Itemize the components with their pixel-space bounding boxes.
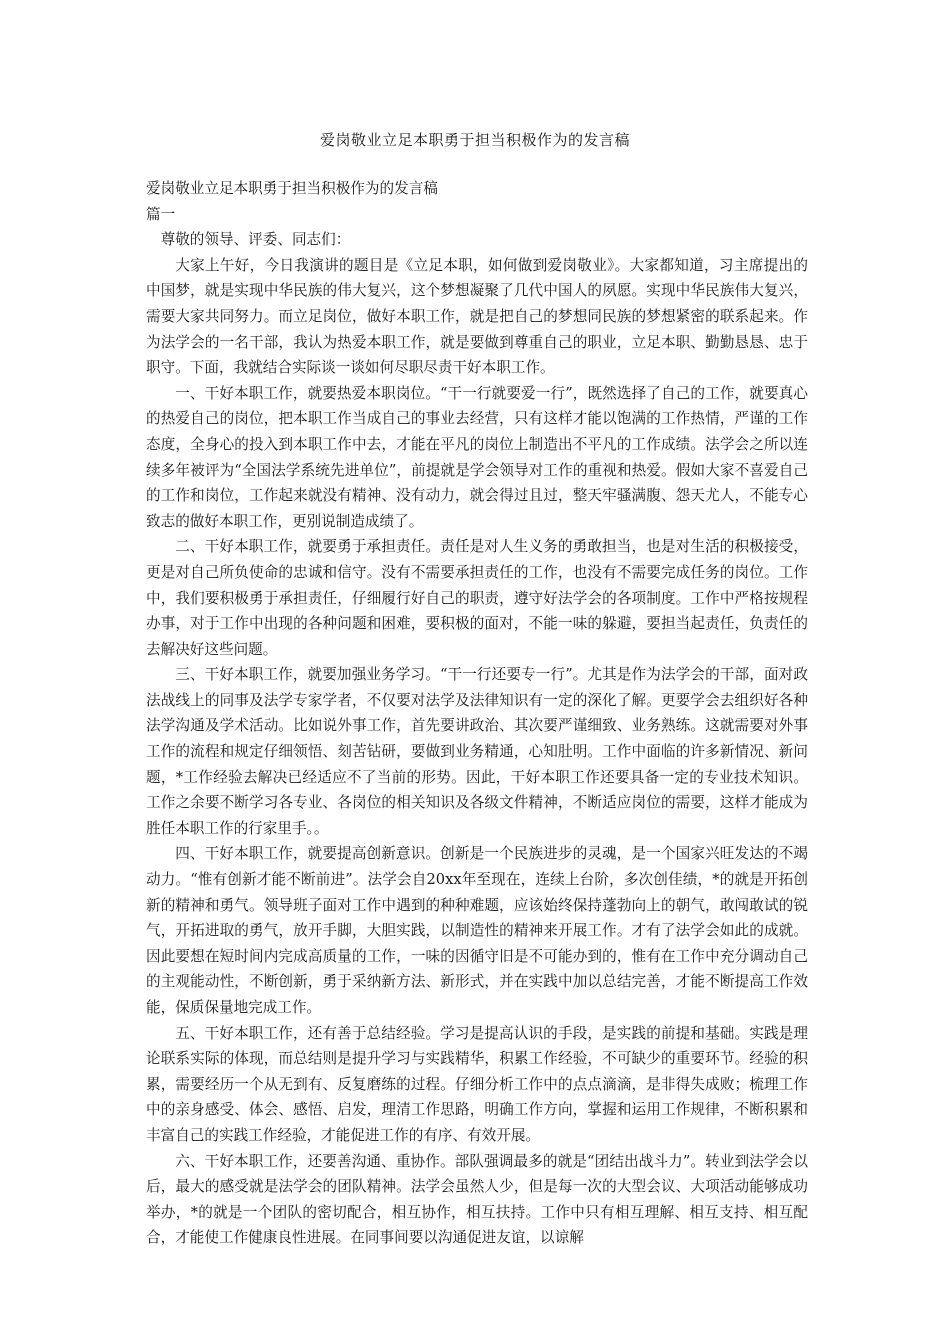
document-title: 爱岗敬业立足本职勇于担当积极作为的发言稿: [319, 131, 630, 149]
paragraph-point-2: 二、干好本职工作，就要勇于承担责任。责任是对人生义务的勇敢担当，也是对生活的积极接受，更是对自己所负使命的忠诚和信守。没有不需要承担责任的工作，也没有不需要完成任务的岗位。工作中，我们要积极勇于承担责任，仔细履行好自己的职责，遵守好法学会的各项制度。工作中严格按规程办事，对于工作中出现的各种问题和困难，要积极的面对，不能一味的躲避，要担当起责任，负责任的去解决好这些问题。: [146, 538, 808, 658]
paragraph-intro: 大家上午好，今日我演讲的题目是《立足本职，如何做到爱岗敬业》。大家都知道，习主席提出的中国梦，就是实现中华民族的伟大复兴，这个梦想凝聚了几代中国人的夙愿。实现中华民族伟大复兴，需要大家共同努力。而立足岗位，做好本职工作，就是把自己的梦想同民族的梦想紧密的联系起来。作为法学会的一名干部，我认为热爱本职工作，就是要做到尊重自己的职业，立足本职、勤勤恳恳、忠于职守。下面，我就结合实际谈一谈如何尽职尽责干好本职工作。: [146, 256, 808, 377]
paragraph-point-4: 四、干好本职工作，就要提高创新意识。创新是一个民族进步的灵魂，是一个国家兴旺发达的不竭动力。“惟有创新才能不断前进”。法学会自20xx年至现在，连续上台阶，多次创佳绩，*的就是开拓创新的精神和勇气。领导班子面对工作中遇到的种种难题，应该始终保持蓬勃向上的朝气，敢闯敢试的锐气，开拓进取的勇气，放开手脚，大胆实践，以制造性的精神来开展工作。才有了法学会如此的成就。因此要想在短时间内完成高质量的工作，一味的因循守旧是不可能办到的，惟有在工作中充分调动自己的主观能动性，不断创新，勇于采纳新方法、新形式，并在实践中加以总结完善，才能不断提高工作效能，保质保量地完成工作。: [146, 845, 808, 1016]
document-subtitle: 爱岗敬业立足本职勇于担当积极作为的发言稿: [146, 180, 438, 197]
document-body: [146, 176, 808, 1251]
section-label: 篇一: [146, 205, 176, 223]
paragraph-point-6: 六、干好本职工作，还要善沟通、重协作。部队强调最多的就是“团结出战斗力”。转业到法学会以后，最大的感受就是法学会的团队精神。法学会虽然人少，但是每一次的大型会议、大项活动能够成功举办，*的就是一个团队的密切配合，相互协作，相互扶持。工作中只有相互理解、相互支持、相互配合，才能使工作健康良性进展。在同事间要以沟通促进友谊，以谅解: [146, 1152, 808, 1247]
paragraph-point-5: 五、干好本职工作，还有善于总结经验。学习是提高认识的手段，是实践的前提和基础。实践是理论联系实际的体现，而总结则是提升学习与实践精华，积累工作经验，不可缺少的重要环节。经验的积累，需要经历一个从无到有、反复磨练的过程。仔细分析工作中的点点滴滴，是非得失成败；梳理工作中的亲身感受、体会、感悟、启发，理清工作思路，明确工作方向，掌握和运用工作规律，不断积累和丰富自己的实践工作经验，才能促进工作的有序、有效开展。: [146, 1024, 808, 1144]
salutation: 尊敬的领导、评委、同志们：: [160, 231, 351, 249]
paragraph-point-1: 一、干好本职工作，就要热爱本职岗位。“干一行就要爱一行”，既然选择了自己的工作，就要真心的热爱自己的岗位，把本职工作当成自己的事业去经营，只有这样才能以饱满的工作热情，严谨的工作态度，全身心的投入到本职工作中去，才能在平凡的岗位上制造出不平凡的工作成绩。法学会之所以连续多年被评为“全国法学系统先进单位”，前提就是学会领导对工作的重视和热爱。假如大家不喜爱自己的工作和岗位，工作起来就没有精神、没有动力，就会得过且过，整天牢骚满腹、怨天尤人，不能专心致志的做好本职工作，更别说制造成绩了。: [146, 384, 808, 530]
paragraph-point-3: 三、干好本职工作，就要加强业务学习。“干一行还要专一行”。尤其是作为法学会的干部，面对政法战线上的同事及法学专家学者，不仅要对法学及法律知识有一定的深化了解。更要学会去组织好各种法学沟通及学术活动。比如说外事工作，首先要讲政治、其次要严谨细致、业务熟练。这就需要对外事工作的流程和规定仔细领悟、刻苦钻研，要做到业务精通，心知肚明。工作中面临的许多新情况、新问题，*工作经验去解决已经适应不了当前的形势。因此，干好本职工作还要具备一定的专业技术知识。工作之余要不断学习各专业、各岗位的相关知识及各级文件精神，不断适应岗位的需要，这样才能成为胜任本职工作的行家里手。。: [146, 666, 808, 837]
